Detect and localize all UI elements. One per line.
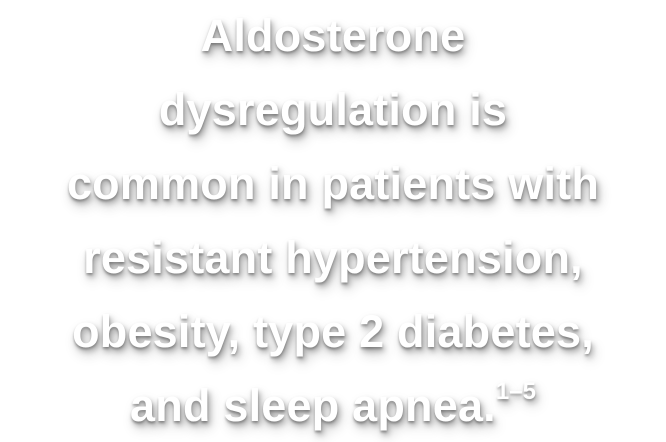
headline-line-5: obesity, type 2 diabetes, [72,306,594,357]
headline-line-2: dysregulation is [158,84,508,135]
headline-line-4: resistant hypertension, [83,232,583,283]
headline-line-6-wrapper [0,369,666,442]
headline-line-6: and sleep apnea. [130,380,496,431]
headline-line-1: Aldosterone [200,10,466,61]
headline-line-3: common in patients with [66,158,600,209]
citation-superscript: 1–5 [495,378,536,405]
